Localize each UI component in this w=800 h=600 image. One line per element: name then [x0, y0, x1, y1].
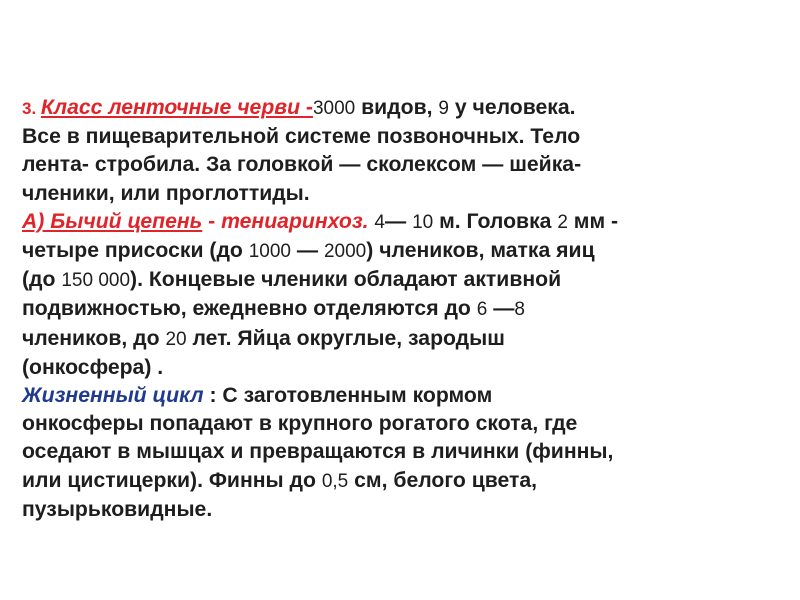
text-line — [22, 295, 792, 324]
text-segment: у человека. — [448, 96, 576, 119]
text-segment: : С заготовленным кормом — [203, 384, 493, 408]
number-value: 9 — [438, 98, 449, 119]
text-segment: подвижностью, ежедневно отделяются до — [22, 297, 477, 321]
text-line — [22, 382, 792, 410]
text-segment: лет. Яйца округлые, зародыш — [186, 326, 505, 350]
text-segment: лента- стробила. За головкой — сколексом — шейка- — [22, 153, 582, 177]
number-value: 150 000 — [61, 270, 131, 292]
text-segment: или цистицерки). Финны до — [22, 468, 322, 492]
highlighted-mark: - — [202, 209, 222, 233]
text-segment: ). Концевые членики обладают активной — [130, 268, 562, 292]
number-value: 2000 — [323, 241, 367, 263]
text-segment: см, белого цвета, — [348, 468, 538, 492]
number-value: 2 — [557, 211, 568, 233]
text-segment: видов, — [355, 96, 439, 119]
text-line — [22, 354, 792, 382]
number-value: 6 — [476, 299, 488, 321]
text-segment: Все в пищеварительной системе позвоночных. Тело — [22, 125, 581, 149]
text-line — [22, 325, 792, 354]
text-segment: (онкосфера) . — [22, 355, 164, 379]
text-line — [22, 180, 792, 208]
number-value: 20 — [165, 328, 187, 350]
text-segment: — — [291, 239, 324, 263]
text-segment: мм - — [567, 209, 619, 233]
text-line — [22, 266, 792, 295]
text-line — [22, 496, 792, 524]
text-segment: (до — [22, 268, 62, 292]
text-segment: ) члеников, матка яиц — [366, 239, 595, 263]
text-segment: членики, или проглоттиды. — [22, 181, 310, 205]
text-line — [22, 208, 792, 237]
text-line — [22, 123, 792, 151]
number-value: 10 — [412, 211, 434, 233]
highlighted-term: А) Бычий цепень — [22, 209, 203, 233]
text-line — [22, 237, 792, 266]
text-segment: м. Головка — [433, 209, 558, 233]
text-segment: — — [385, 209, 413, 233]
text-line — [22, 94, 792, 123]
text-segment: оседают в мышцах и превращаются в личинки (финны, — [22, 440, 614, 464]
text-line — [22, 438, 792, 466]
highlighted-mark: 3. — [22, 99, 41, 118]
text-segment: члеников, до — [22, 326, 166, 350]
number-value: 0,5 — [321, 470, 349, 492]
highlighted-term: тениаринхоз. — [221, 209, 369, 233]
number-value: 3000 — [312, 98, 356, 119]
number-value: 1000 — [248, 241, 292, 263]
text-segment: онкосферы попадают в крупного рогатого скота, где — [22, 412, 578, 436]
number-value: 8 — [514, 299, 525, 321]
text-line — [22, 410, 792, 438]
highlighted-term: Класс ленточные черви — [40, 96, 306, 119]
slide-text-block — [22, 94, 792, 524]
text-segment: пузырьковидные. — [22, 497, 213, 521]
section-term: Жизненный цикл — [22, 384, 204, 408]
text-line — [22, 467, 792, 496]
text-segment: — — [487, 297, 515, 321]
text-segment: четыре присоски (до — [22, 239, 249, 263]
text-line — [22, 151, 792, 179]
number-value: 4 — [374, 211, 385, 233]
highlighted-mark: - — [305, 96, 313, 119]
